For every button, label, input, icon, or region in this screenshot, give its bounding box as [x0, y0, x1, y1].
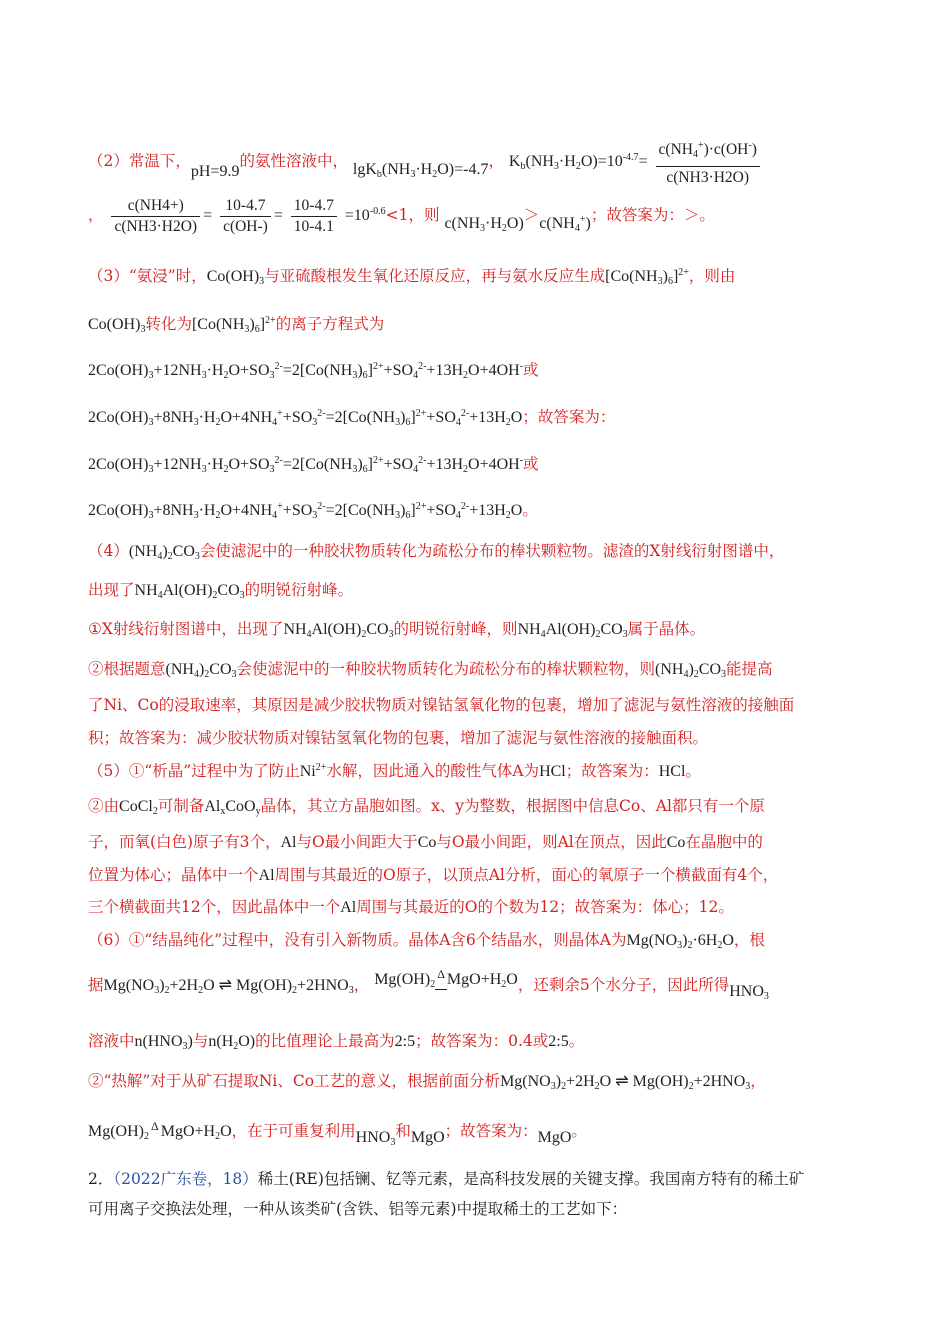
ionic-equation-2: $2Co(OH)_3+8NH_3\cdot H_2O+4NH_4^++SO_3^{2-}=2[Co(NH_3)_6]^{2+}+SO_4^{2-}+13H_2O$；故答案为：: [88, 408, 616, 428]
q4-line-6: 积；故答案为：减少胶状物质对镍钴氢氧化物的包裹，增加了滤泥与氨性溶液的接触面积。: [88, 729, 709, 747]
ionic-equation-4: $2Co(OH)_3+8NH_3\cdot H_2O+4NH_4^++SO_3^{2-}=2[Co(NH_3)_6]^{2+}+SO_4^{2-}+13H_2O$。: [88, 501, 538, 521]
q2-line-1: （2）常温下，pH=9.9的氨性溶液中， $\lg K_b(NH_3\cdot H_2O)=-4.7$， $K_b(NH_3\cdot H_2O)=10^{-4.7}=$ $\frac{c(NH_4^+)\cdot c(OH^-)}{c(NH3\cdot H2O)}$: [88, 135, 868, 175]
q6-line-5: $Mg(OH)_2\Delta$ $MgO+H_2O$，在于可重复利用$HNO_3$和MgO；故答案为：MgO。: [88, 1116, 868, 1152]
q6-line-1: （6）①“结晶纯化”过程中，没有引入新物质。晶体A含6个结晶水，则晶体A为$Mg(NO_3)_2\cdot 6H_2O$，根: [88, 931, 765, 951]
q4-line-3: ①X射线衍射图谱中，出现了$NH_4Al(OH)_2CO_3$的明锐衍射峰，则$NH_4Al(OH)_2CO_3$属于晶体。: [88, 620, 706, 640]
ratio-fraction-2: $\frac{10-4.7}{c(OH-)}$: [220, 196, 271, 237]
question-2-line-2: 可用离子交换法处理，一种从该类矿(含铁、铝等元素)中提取稀土的工艺如下：: [88, 1200, 628, 1218]
ratio-fraction-3: $\frac{10-4.7}{10-4.1}$: [291, 196, 337, 237]
q3-line-2: $Co(OH)_3$转化为$[Co(NH_3)_6]^{2+}$的离子方程式为: [88, 315, 385, 335]
q2-text: （2）常温下，: [88, 152, 191, 170]
q4-line-1: $(4)(NH_4)_2CO_3$会使滤泥中的一种胶状物质转化为疏松分布的棒状颗粒物。滤渣的X射线衍射图谱中，: [88, 542, 785, 562]
q6-line-2: 据$Mg(NO_3)_2+2H_2O$ ⇌ $Mg(OH)_2+2HNO_3$， $Mg(OH)_2\Delta$ $MgO+H_2O$，还剩余5个水分子，因此所得$HNO_3$: [88, 970, 868, 1012]
q4-line-2: 出现了$NH_4Al(OH)_2CO_3$的明锐衍射峰。: [88, 581, 354, 601]
q2-text: 的氨性溶液中，: [239, 152, 348, 170]
question-number: 2．: [88, 1170, 114, 1188]
ph-value: pH=9.9: [190, 163, 240, 180]
heat-symbol-2: Δ: [151, 1119, 159, 1133]
q5-line-3: 子，而氧(白色)原子有3个，Al与O最小间距大于Co与O最小间距，则Al在顶点，因此Co在晶胞中的: [88, 833, 763, 851]
kb-fraction: $\frac{c(NH_4^+)\cdot c(OH^-)}{c(NH3\cdot H2O)}$: [656, 135, 760, 189]
q4-line-5: 了Ni、Co的浸取速率，其原因是减少胶状物质对镍钴氢氧化物的包裹，增加了滤泥与氨性溶液的接触面: [88, 696, 795, 714]
q4-line-4: ②根据题意$(NH_4)_2CO_3$会使滤泥中的一种胶状物质转化为疏松分布的棒状颗粒物，则$(NH_4)_2CO_3$能提高: [88, 660, 773, 680]
heat-symbol: Δ: [435, 959, 447, 990]
q3-line-1: （3）“氨浸”时，$Co(OH)_3$与亚硫酸根发生氧化还原反应，再与氨水反应生成$[Co(NH_3)_6]^{2+}$，则由: [88, 267, 736, 287]
q6-line-3: 溶液中$n(HNO_3)$与$n(H_2O)$的比值理论上最高为2:5；故答案为：0.4或2:5。: [88, 1032, 585, 1052]
q2-line-2: ， $\frac{c(NH4+)}{c(NH3\cdot H2O)}$ = $\frac{10-4.7}{c(OH-)}$ = $\frac{10-4.7}{10-4.1}$ $=10^{-0.6}<1$，则 $c(NH_3\cdot H_2O)>c(NH_4^+)$；故答案为：＞。: [88, 196, 715, 235]
ratio-fraction: $\frac{c(NH4+)}{c(NH3\cdot H2O)}$: [111, 196, 200, 237]
ionic-equation-1: $2Co(OH)_3+12NH_3\cdot H_2O+SO_3^{2-}=2[Co(NH_3)_6]^{2+}+SO_4^{2-}+13H_2O+4OH^-$或: [88, 361, 539, 381]
lgkb-expression: $\lg K_b(NH_3\cdot H_2O)=-4.7$: [352, 161, 489, 180]
question-source: （2022广东卷，18）: [113, 1170, 258, 1188]
q6-line-4: ②“热解”对于从矿石提取Ni、Co工艺的意义，根据前面分析$Mg(NO_3)_2+2H_2O$ ⇌ $Mg(OH)_2+2HNO_3$，: [88, 1072, 766, 1092]
q5-line-2: ②由CoCl$_2$可制备$Al_xCoO_y$晶体，其立方晶胞如图。x、y为整数，根据图中信息Co、Al都只有一个原: [88, 797, 765, 817]
question-2-line-1: 2．（2022广东卷，18）稀土(RE)包括镧、钇等元素，是高科技发展的关键支撑。我国南方特有的稀土矿: [88, 1170, 805, 1188]
q5-line-1: （5）①“析晶”过程中为了防止$Ni^{2+}$水解，因此通入的酸性气体A为HCl；故答案为：HCl。: [88, 762, 701, 780]
q5-line-4: 位置为体心；晶体中一个Al周围与其最近的O原子，以顶点Al分析，面心的氧原子一个横截面有4个，: [88, 866, 779, 884]
q5-line-5: 三个横截面共12个，因此晶体中一个Al周围与其最近的O的个数为12；故答案为：体心；12。: [88, 898, 734, 916]
kb-expression: $K_b(NH_3\cdot H_2O)=10^{-4.7}=$: [508, 152, 648, 172]
ionic-equation-3: $2Co(OH)_3+12NH_3\cdot H_2O+SO_3^{2-}=2[Co(NH_3)_6]^{2+}+SO_4^{2-}+13H_2O+4OH^-$或: [88, 455, 539, 475]
